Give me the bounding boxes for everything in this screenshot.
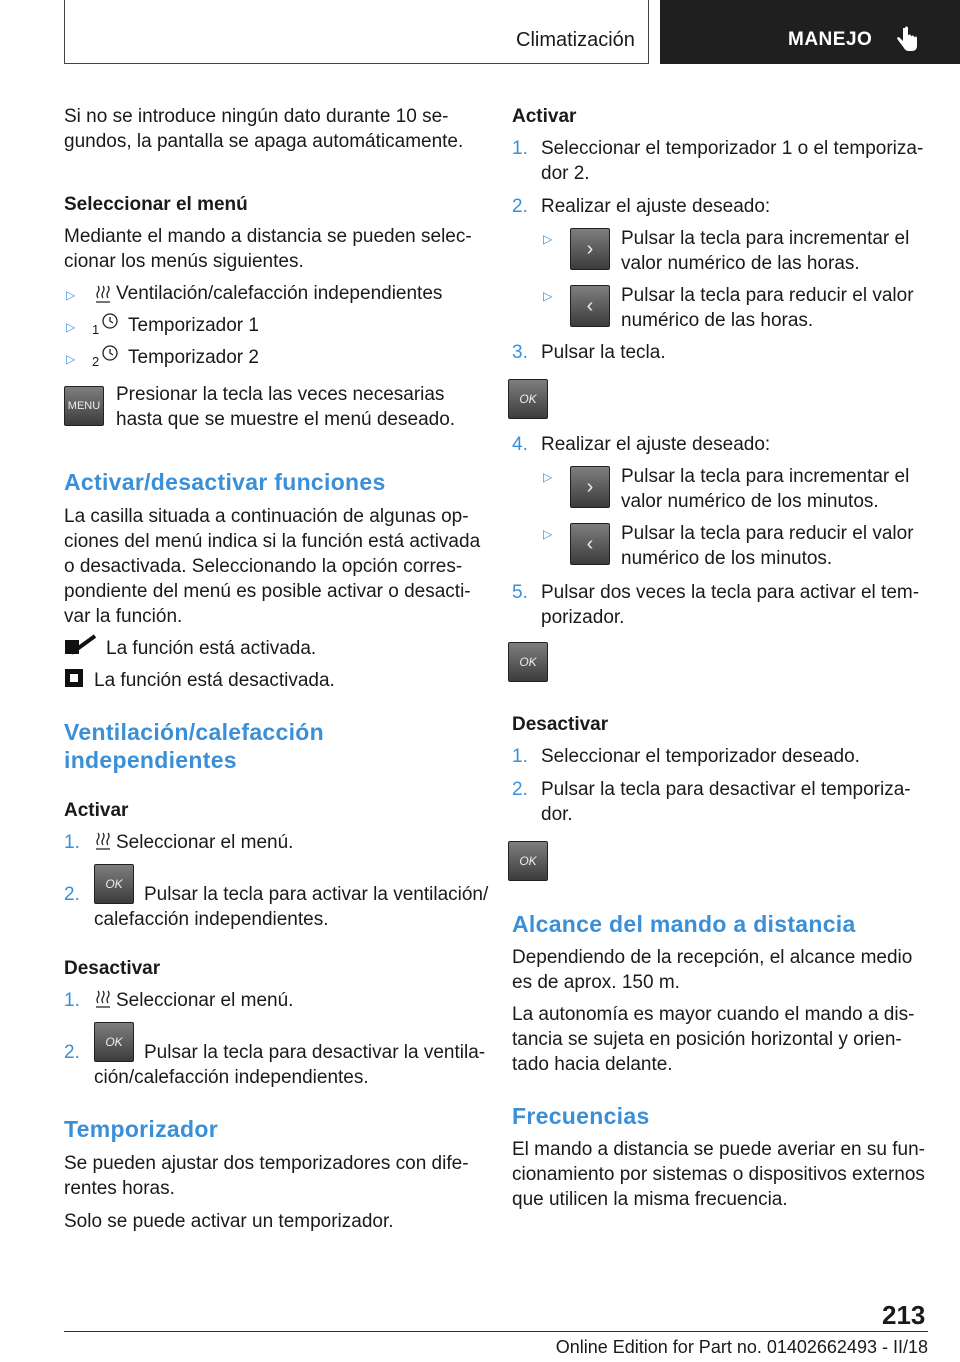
timer-deact-step-2-line-2: dor. xyxy=(541,804,573,825)
vent-heat-icon xyxy=(96,989,110,1009)
timer-step-2b-line-2: numérico de las horas. xyxy=(621,310,814,331)
activate-text-3: o desactivada. Seleccionando la opción corres- xyxy=(64,556,463,577)
header-section-title: Climatización xyxy=(516,29,635,51)
ok-key-image: OK xyxy=(94,1022,134,1062)
function-on-text: La función está activada. xyxy=(106,638,317,659)
menu-text-1: Mediante el mando a distancia se pueden selec- xyxy=(64,226,472,247)
menu-item-timer2: Temporizador 2 xyxy=(128,347,259,368)
checkbox-empty-icon xyxy=(64,668,84,688)
ok-key-image: OK xyxy=(508,642,548,682)
step-number: 5. xyxy=(512,582,528,603)
timer-text-3: Solo se puede activar un temporizador. xyxy=(64,1211,394,1232)
timer2-prefix: 2 xyxy=(92,354,100,369)
timer-step-4a-line-1: Pulsar la tecla para incrementar el xyxy=(621,466,910,487)
menu-key-text-2: hasta que se muestre el menú deseado. xyxy=(116,409,456,430)
heading-timer: Temporizador xyxy=(64,1116,218,1142)
timer-deact-step-1: Seleccionar el temporizador deseado. xyxy=(541,746,860,767)
timer-deact-step-2-line-1: Pulsar la tecla para desactivar el temporiza- xyxy=(541,779,911,800)
freq-text-3: que utilicen la misma frecuencia. xyxy=(512,1189,788,1210)
timer-step-4b-line-1: Pulsar la tecla para reducir el valor xyxy=(621,523,914,544)
bullet-icon: ▷ xyxy=(66,352,76,366)
ok-key-image: OK xyxy=(94,864,134,904)
step-number: 4. xyxy=(512,434,528,455)
step-number: 2. xyxy=(64,884,80,905)
bullet-icon: ▷ xyxy=(543,527,553,541)
ok-key-image: OK xyxy=(508,841,548,881)
hand-pointer-icon xyxy=(896,26,918,54)
timer-step-5-line-2: porizador. xyxy=(541,607,625,628)
range-text-2: es de aprox. 150 m. xyxy=(512,972,680,993)
vent-deactivate-step-1: Seleccionar el menú. xyxy=(116,990,294,1011)
timer-step-5-line-1: Pulsar dos veces la tecla para activar el tem- xyxy=(541,582,920,603)
bullet-icon: ▷ xyxy=(66,288,76,302)
timer-step-2a-line-1: Pulsar la tecla para incrementar el xyxy=(621,228,910,249)
menu-key-image: MENU xyxy=(64,386,104,426)
vent-deactivate-step-2-cont: ción/calefacción independientes. xyxy=(94,1067,369,1088)
heading-range: Alcance del mando a distancia xyxy=(512,911,856,937)
timer-step-1-line-2: dor 2. xyxy=(541,163,590,184)
header-chapter-tab xyxy=(660,0,960,64)
heading-vent-line-1: Ventilación/calefacción xyxy=(64,719,325,745)
intro-line-2: gundos, la pantalla se apaga automáticamente. xyxy=(64,131,464,152)
vent-activate-subheading: Activar xyxy=(64,800,129,821)
step-number: 1. xyxy=(512,138,528,159)
range-text-5: tado hacia delante. xyxy=(512,1054,673,1075)
heading-activate-functions: Activar/desactivar funciones xyxy=(64,469,386,495)
header-chapter-title: MANEJO xyxy=(788,29,873,50)
timer-step-4b-line-2: numérico de los minutos. xyxy=(621,548,833,569)
function-off-text: La función está desactivada. xyxy=(94,670,335,691)
footer-divider xyxy=(64,1331,928,1332)
vent-deactivate-subheading: Desactivar xyxy=(64,958,161,979)
checkbox-checked-icon xyxy=(64,634,98,656)
bullet-icon: ▷ xyxy=(543,289,553,303)
intro-line-1: Si no se introduce ningún dato durante 10 se- xyxy=(64,106,449,127)
ok-key-image: OK xyxy=(508,379,548,419)
step-number: 1. xyxy=(64,832,80,853)
vent-activate-step-2: Pulsar la tecla para activar la ventilación/ xyxy=(144,884,489,905)
bullet-icon: ▷ xyxy=(66,320,76,334)
vent-activate-step-2-cont: calefacción independientes. xyxy=(94,909,329,930)
timer-step-4: Realizar el ajuste deseado: xyxy=(541,434,771,455)
page-number: 213 xyxy=(882,1300,926,1330)
range-text-4: tancia se sujeta en posición horizontal y orien- xyxy=(512,1029,902,1050)
range-text-1: Dependiendo de la recepción, el alcance medio xyxy=(512,947,913,968)
activate-text-1: La casilla situada a continuación de algunas op- xyxy=(64,506,469,527)
timer-step-1-line-1: Seleccionar el temporizador 1 o el temporiza- xyxy=(541,138,924,159)
menu-key-text-1: Presionar la tecla las veces necesarias xyxy=(116,384,445,405)
freq-text-2: cionamiento por sistemas o dispositivos externos xyxy=(512,1164,925,1185)
vent-activate-step-1: Seleccionar el menú. xyxy=(116,832,294,853)
left-arrow-key-image: ‹ xyxy=(570,285,610,327)
heading-frequencies: Frecuencias xyxy=(512,1103,650,1129)
menu-item-timer1: Temporizador 1 xyxy=(128,315,259,336)
timer-text-2: rentes horas. xyxy=(64,1178,175,1199)
timer-step-2b-line-1: Pulsar la tecla para reducir el valor xyxy=(621,285,914,306)
vent-heat-icon xyxy=(96,831,110,851)
timer-text-1: Se pueden ajustar dos temporizadores con dife- xyxy=(64,1153,469,1174)
activate-text-5: var la función. xyxy=(64,606,183,627)
timer-deactivate-subheading: Desactivar xyxy=(512,714,609,735)
right-arrow-key-image: › xyxy=(570,466,610,508)
clock-icon xyxy=(101,344,119,362)
menu-subheading: Seleccionar el menú xyxy=(64,194,248,215)
timer-step-3: Pulsar la tecla. xyxy=(541,342,666,363)
step-number: 3. xyxy=(512,342,528,363)
step-number: 2. xyxy=(512,196,528,217)
vent-deactivate-step-2: Pulsar la tecla para desactivar la ventila- xyxy=(144,1042,486,1063)
freq-text-1: El mando a distancia se puede averiar en su fun- xyxy=(512,1139,925,1160)
footer-edition: Online Edition for Part no. 01402662493 - II/18 xyxy=(555,1337,928,1357)
timer1-prefix: 1 xyxy=(92,322,100,337)
activate-text-2: ciones del menú indica si la función está activada xyxy=(64,531,481,552)
step-number: 2. xyxy=(64,1042,80,1063)
clock-icon xyxy=(101,312,119,330)
bullet-icon: ▷ xyxy=(543,470,553,484)
step-number: 1. xyxy=(512,746,528,767)
menu-text-2: cionar los menús siguientes. xyxy=(64,251,304,272)
vent-heat-icon xyxy=(96,284,110,304)
menu-item-vent: Ventilación/calefacción independientes xyxy=(116,283,443,304)
timer-step-4a-line-2: valor numérico de los minutos. xyxy=(621,491,879,512)
step-number: 2. xyxy=(512,779,528,800)
right-arrow-key-image: › xyxy=(570,228,610,270)
timer-step-2: Realizar el ajuste deseado: xyxy=(541,196,771,217)
range-text-3: La autonomía es mayor cuando el mando a dis- xyxy=(512,1004,915,1025)
timer-activate-subheading: Activar xyxy=(512,106,577,127)
heading-vent-line-2: independientes xyxy=(64,747,237,773)
left-arrow-key-image: ‹ xyxy=(570,523,610,565)
step-number: 1. xyxy=(64,990,80,1011)
activate-text-4: pondiente del menú es posible activar o desacti- xyxy=(64,581,471,602)
bullet-icon: ▷ xyxy=(543,232,553,246)
timer-step-2a-line-2: valor numérico de las horas. xyxy=(621,253,860,274)
